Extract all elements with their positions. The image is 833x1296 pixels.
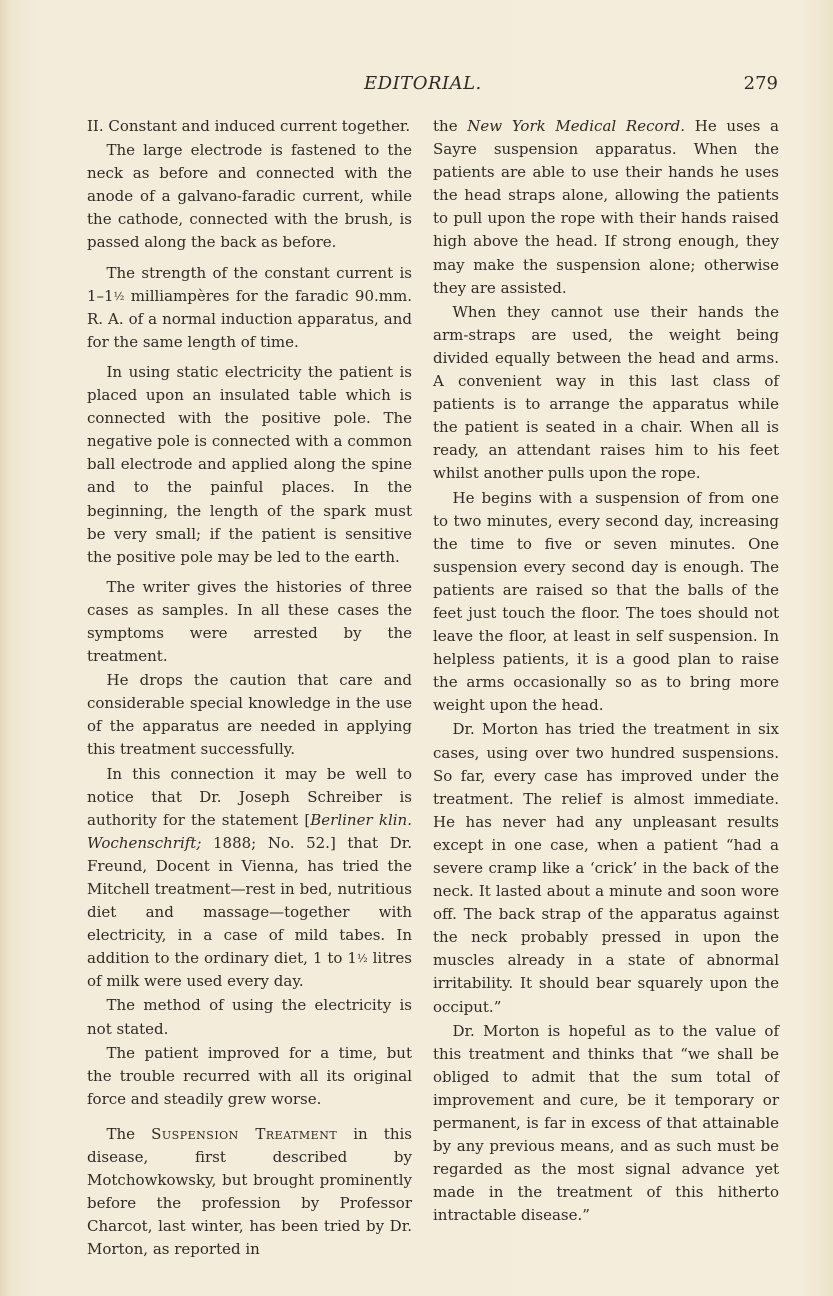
page-header bbox=[88, 73, 778, 99]
text-span: 1888; No. 52.] that Dr. Freund, Docent in Vienna, has tried the Mitchell treatment—rest in bed, nutritious diet and massage—together with electricity, in a case of mild tabes. In addition to the ordinary diet, 1 to 1 bbox=[87, 833, 412, 968]
paragraph: When they cannot use their hands the arm-straps are used, the weight being divided equally between the head and arms. A convenient way in this last class of patients is to arrange the apparatus while the patient is seated in a chair. When all is ready, an attendant raises him to his feet whilst another pulls upon the rope. bbox=[433, 302, 779, 483]
fraction: ½ bbox=[113, 289, 125, 303]
paragraph: The writer gives the histories of three cases as samples. In all these cases the symptoms were arrested by the treatment. bbox=[87, 577, 412, 666]
running-head: EDITORIAL. bbox=[364, 73, 482, 94]
text-span: milliampères for the faradic 90.mm. R. A. of a normal induction apparatus, and for the same length of time. bbox=[87, 286, 412, 351]
left-column bbox=[87, 115, 412, 1263]
text-span: litres of milk were used every day. bbox=[87, 949, 412, 991]
text-span: In this connection it may be well to notice that Dr. Joseph Schreiber is authority for the statement [ bbox=[87, 764, 412, 829]
paragraph: II. Constant and induced current together. bbox=[87, 117, 411, 135]
paragraph bbox=[87, 763, 412, 994]
paragraph: In using static electricity the patient is placed upon an insulated table which is connected with the positive pole. The negative pole is connected with a common ball electrode and applied along the spine and to the painful places. In the beginning, the length of the spark must be very small; if the patient is sensitive the positive pole may be led to the earth. bbox=[87, 362, 412, 566]
paragraph: The patient improved for a time, but the trouble recurred with all its original force and steadily grew worse. bbox=[87, 1043, 412, 1108]
paragraph: Dr. Morton has tried the treatment in six cases, using over two hundred suspensions. So far, every case has improved under the treatment. The relief is almost immediate. He has never had any unpleasant results except in one case, when a patient “had a severe cramp like a ‘crick’ in the back of the neck. It lasted about a minute and soon wore off. The back strap of the apparatus against the neck probably pressed in upon the muscles already in a state of abnormal irritability. It should bear squarely upon the occiput.” bbox=[433, 720, 779, 1016]
text-span: in this disease, first described by Motchowkowsky, but brought prominently before the profession by Professor Charcot, last winter, has been tried by Dr. Morton, as reported in bbox=[87, 1124, 412, 1259]
text-span: He uses a Sayre suspension apparatus. When the patients are able to use their hands he uses the head straps alone, allowing the patients to pull upon the rope with their hands raised high above the head. If strong enough, they may make the suspension alone; otherwise they are assisted. bbox=[433, 117, 779, 297]
section-term: Suspension Treatment bbox=[151, 1124, 338, 1143]
text-span: The strength of the constant current is 1–1 bbox=[87, 263, 412, 305]
text-span: The bbox=[106, 1124, 152, 1143]
text-span: the bbox=[433, 117, 468, 135]
paragraph bbox=[87, 262, 412, 354]
fraction: ½ bbox=[356, 952, 368, 966]
journal-title: New York Medical Record. bbox=[467, 117, 686, 135]
paragraph: He drops the caution that care and considerable special knowledge in the use of the apparatus are needed in applying this treatment successfully. bbox=[87, 671, 412, 759]
journal-title: Berliner klin. Wochenschrift; bbox=[87, 810, 412, 852]
paragraph: He begins with a suspension of from one to two minutes, every second day, increasing the time to five or seven minutes. One suspension every second day is enough. The patients are raised so that the balls of the feet just touch the floor. The toes should not leave the floor, at least in self suspension. In helpless patients, it is a good plan to raise the arms occasionally so as to bring more weight upon the head. bbox=[433, 488, 779, 715]
right-column bbox=[433, 115, 779, 1229]
paragraph: Dr. Morton is hopeful as to the value of this treatment and thinks that “we shall be obliged to admit that the sum total of improvement and cure, be it temporary or permanent, is far in excess of that attainable by any previous means, and as such must be regarded as the most signal advance yet made in the treatment of this hitherto intractable disease.” bbox=[433, 1021, 779, 1225]
paragraph: The method of using the electricity is not stated. bbox=[87, 996, 412, 1038]
paragraph bbox=[433, 115, 779, 300]
paragraph bbox=[87, 1123, 412, 1262]
paragraph: The large electrode is fastened to the neck as before and connected with the anode of a galvano-faradic current, while the cathode, connected with the brush, is passed along the back as before. bbox=[87, 141, 412, 252]
page-number: 279 bbox=[743, 73, 778, 94]
